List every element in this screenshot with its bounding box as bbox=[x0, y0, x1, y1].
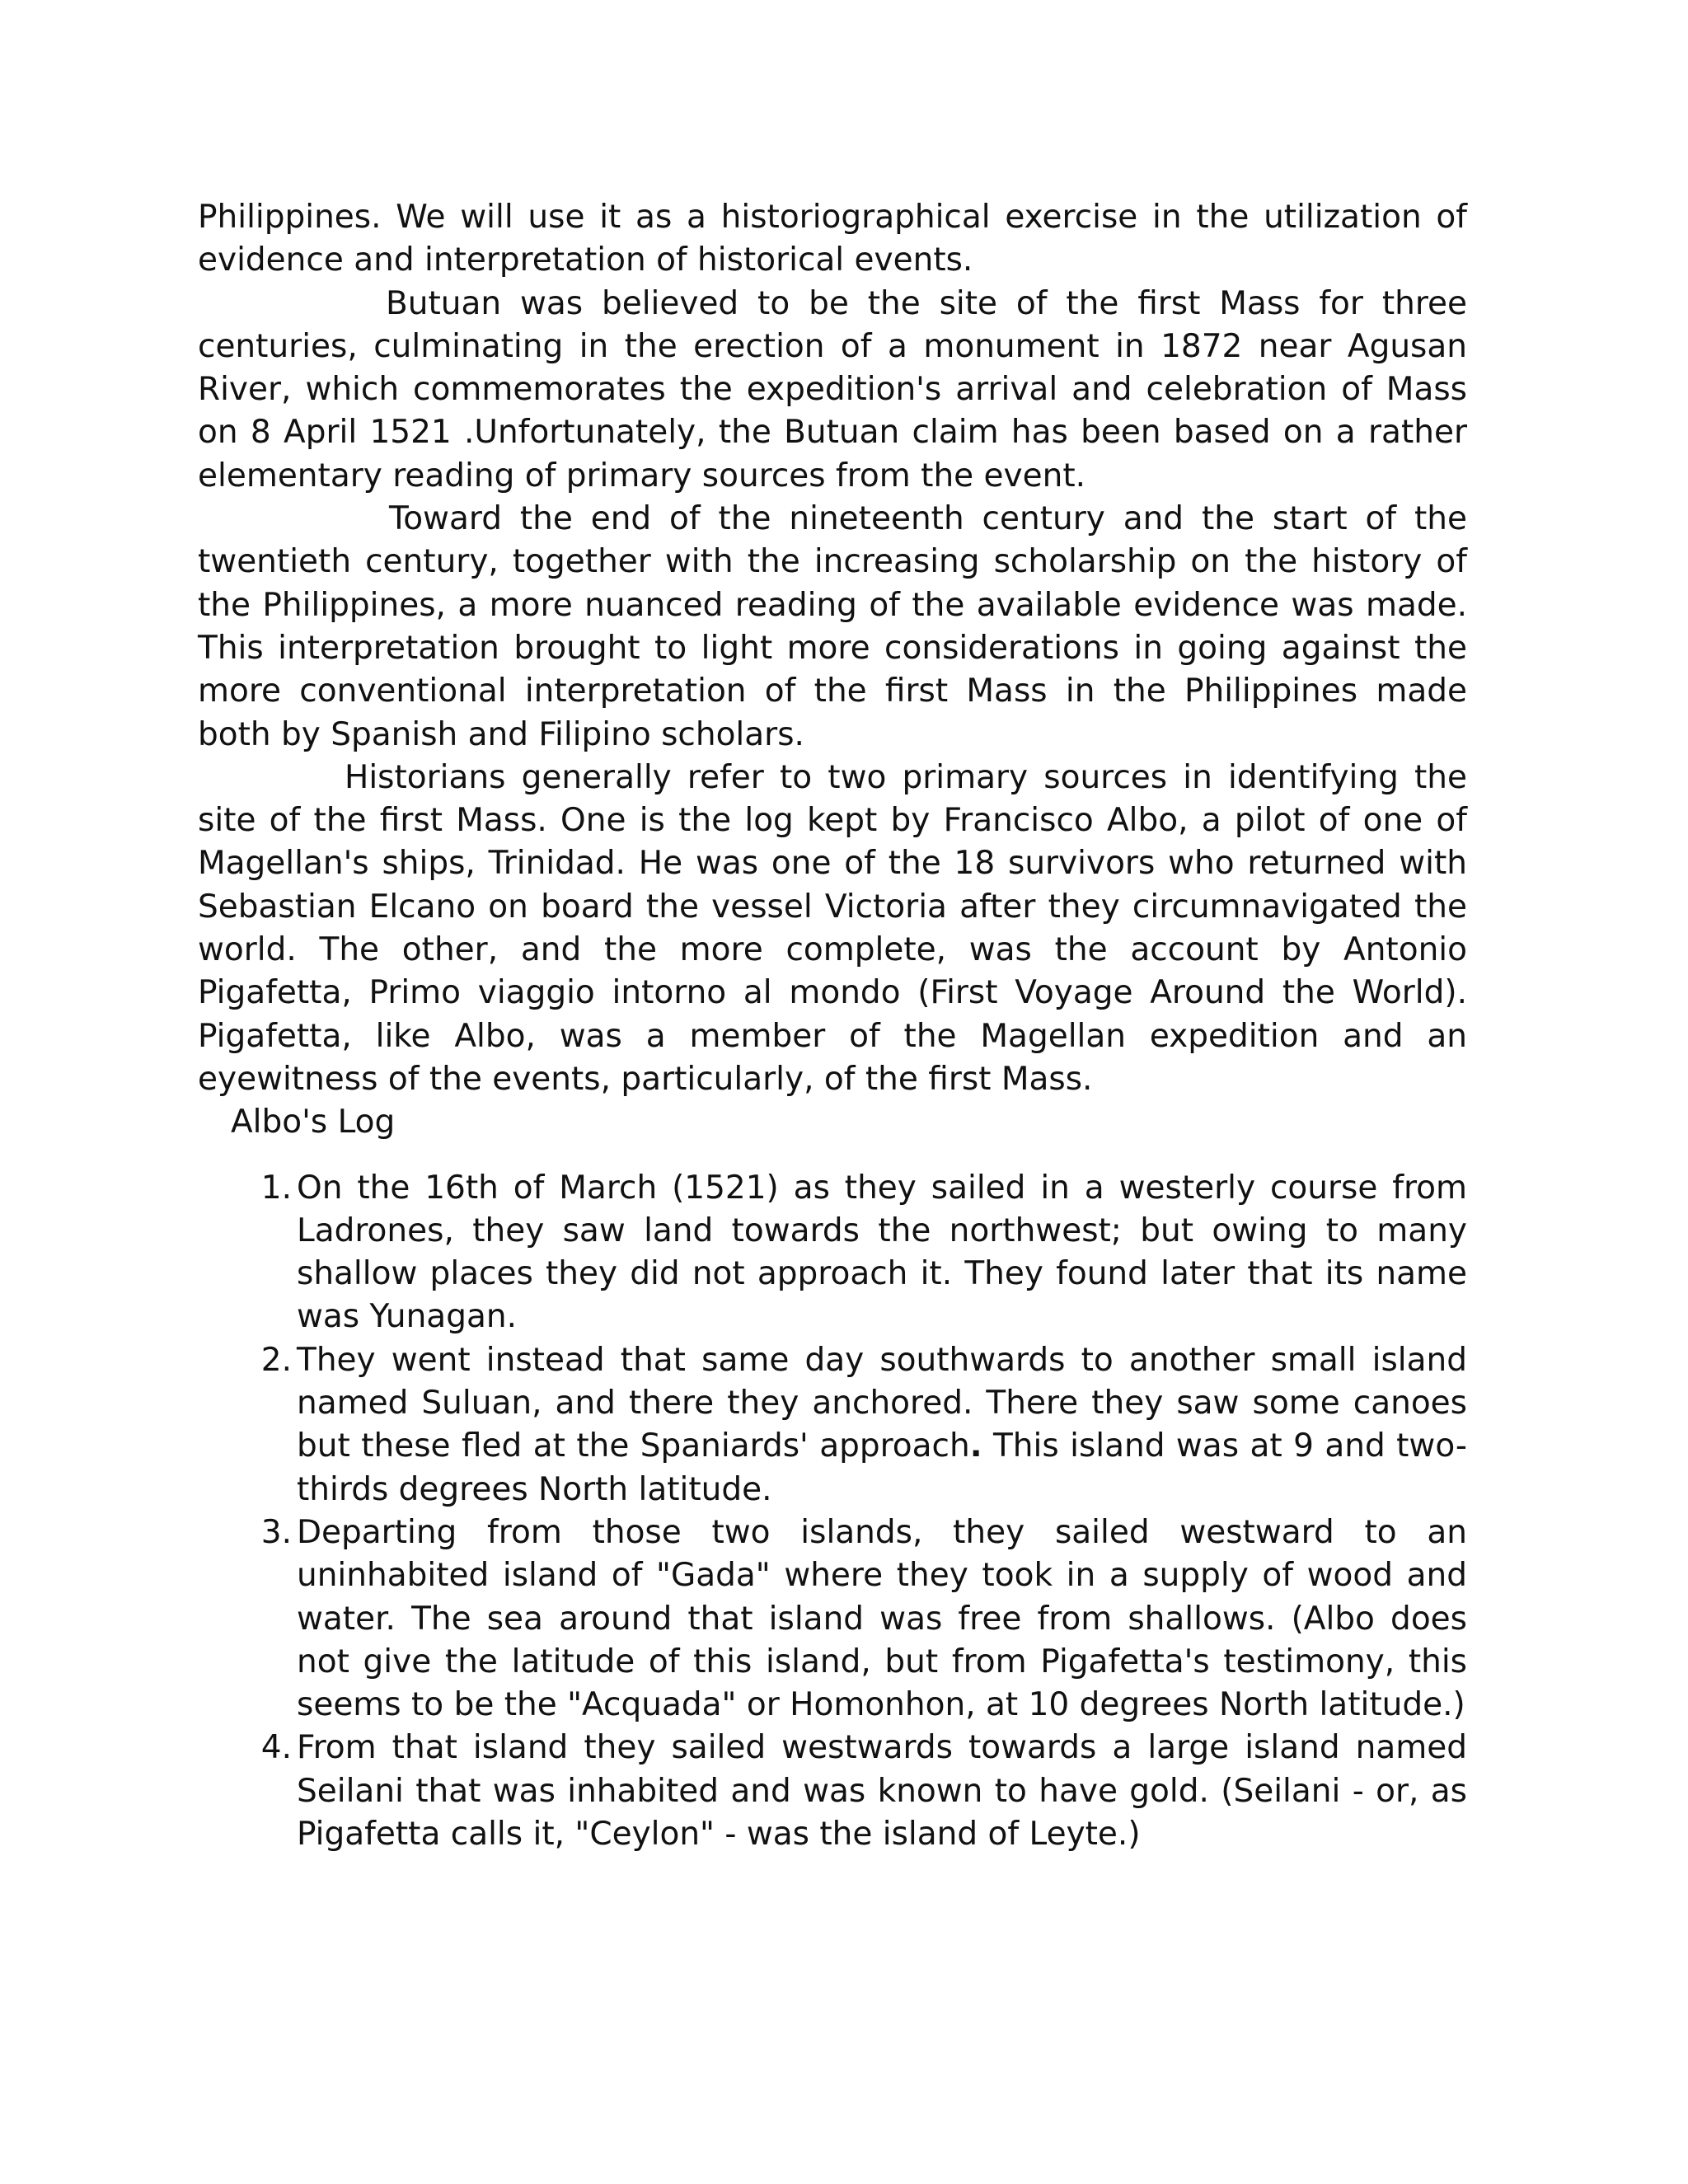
list-item-bold-period: . bbox=[969, 1427, 982, 1465]
list-item-number: 1. bbox=[260, 1169, 292, 1207]
list-item-text: On the 16th of March (1521) as they sailed in a westerly course from Ladrones, they saw land towards the northwest; but owing to many shallow places they did not approach it. They found later that its name was Yunagan. bbox=[297, 1169, 1467, 1336]
list-item bbox=[260, 1727, 1467, 1856]
list-item-text: Departing from those two islands, they sailed westward to an uninhabited island of "Gada" where they took in a supply of wood and water. The sea around that island was free from shallows. (Albo does not give the latitude of this island, but from Pigafetta's testimony, this seems to be the "Acquada" or Homonhon, at 10 degrees North latitude.) bbox=[297, 1513, 1467, 1724]
list-item bbox=[260, 1339, 1467, 1511]
paragraph-nuanced-reading: Toward the end of the nineteenth century and the start of the twentieth century, together with the increasing scholarship on the history of the Philippines, a more nuanced reading of the available evidence was made. This interpretation brought to light more considerations in going against the more conventional interpretation of the first Mass in the Philippines made both by Spanish and Filipino scholars. bbox=[198, 500, 1467, 753]
paragraph-butuan-claim: Butuan was believed to be the site of the first Mass for three centuries, culminating in the erection of a monument in 1872 near Agusan River, which commemorates the expedition's arrival and celebration of Mass on 8 April 1521 .Unfortunately, the Butuan claim has been based on a rather elementary reading of primary sources from the event. bbox=[198, 284, 1467, 494]
list-item-text: From that island they sailed westwards towards a large island named Seilani that was inhabited and was known to have gold. (Seilani - or, as Pigafetta calls it, "Ceylon" - was the island of Leyte.) bbox=[297, 1729, 1467, 1853]
list-item-text: They went instead that same day southwards to another small island named Suluan, and there they anchored. There they saw some canoes but these fled at the Spaniards' approach bbox=[297, 1341, 1467, 1465]
albo-log-list bbox=[198, 1167, 1467, 1857]
list-item-number: 2. bbox=[260, 1341, 292, 1379]
list-item-text-continued: This island was at 9 and two-thirds degrees North latitude. bbox=[297, 1427, 1467, 1508]
list-item-number: 4. bbox=[260, 1729, 292, 1767]
list-item-number: 3. bbox=[260, 1513, 292, 1551]
paragraph-intro-continuation: Philippines. We will use it as a historiographical exercise in the utilization of evidence and interpretation of historical events. bbox=[198, 199, 1467, 279]
paragraph-primary-sources: Historians generally refer to two primary sources in identifying the site of the first Mass. One is the log kept by Francisco Albo, a pilot of one of Magellan's ships, Trinidad. He was one of the 18 survivors who returned with Sebastian Elcano on board the vessel Victoria after they circumnavigated the world. The other, and the more complete, was the account by Antonio Pigafetta, Primo viaggio intorno al mondo (First Voyage Around the World). Pigafetta, like Albo, was a member of the Magellan expedition and an eyewitness of the events, particularly, of the first Mass. bbox=[198, 758, 1467, 1098]
list-item bbox=[260, 1511, 1467, 1727]
document-page bbox=[198, 196, 1467, 1856]
list-item bbox=[260, 1167, 1467, 1339]
section-heading-albos-log: Albo's Log bbox=[231, 1104, 396, 1141]
